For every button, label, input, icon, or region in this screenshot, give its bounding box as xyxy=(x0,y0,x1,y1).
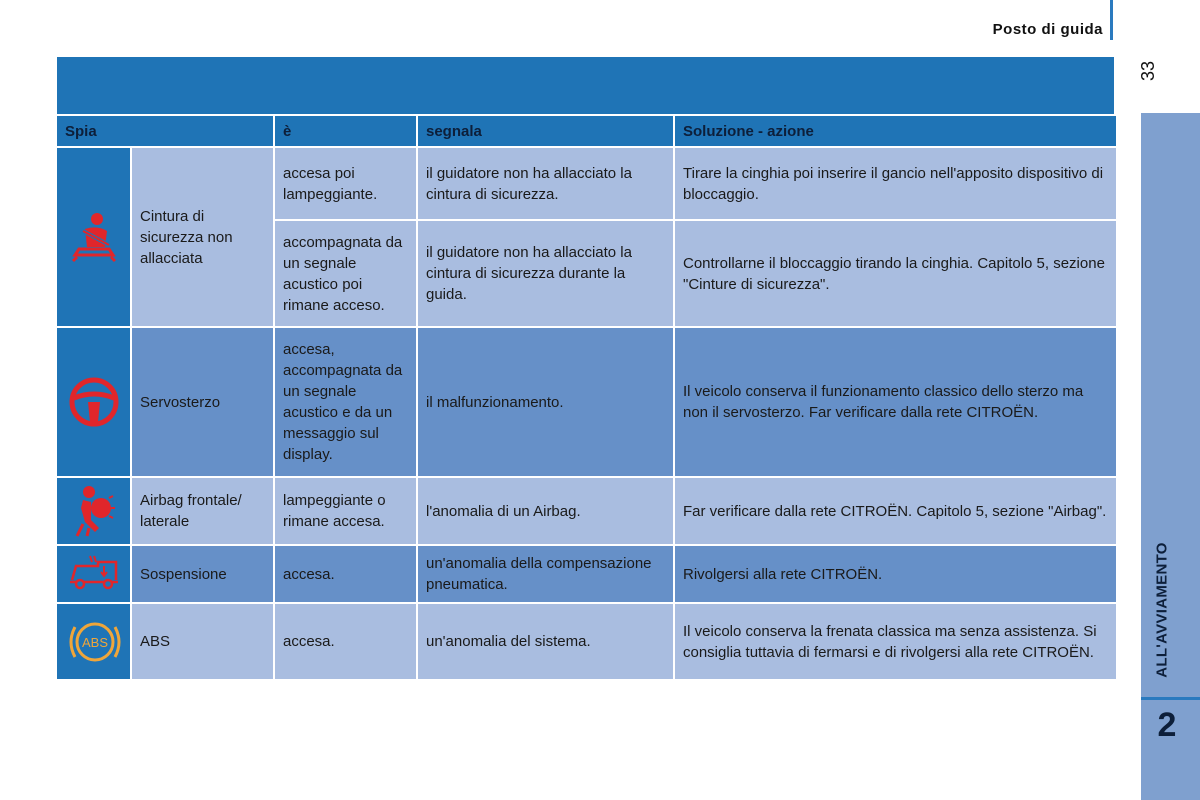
abs-icon-text: ABS xyxy=(81,634,109,650)
light-signal: il guidatore non ha allacciato la cintura di sicurezza. xyxy=(418,148,673,219)
light-state: accesa. xyxy=(275,604,416,679)
table-header-row xyxy=(57,116,1116,146)
light-signal: il malfunzionamento. xyxy=(418,328,673,476)
warning-lights-table xyxy=(55,114,1118,681)
light-action: Far verificare dalla rete CITROËN. Capitolo 5, sezione "Airbag". xyxy=(675,478,1116,544)
chapter-rule xyxy=(1141,697,1200,700)
suspension-icon xyxy=(66,554,122,594)
light-action: Tirare la cinghia poi inserire il gancio nell'apposito dispositivo di bloccaggio. xyxy=(675,148,1116,219)
light-name: Servosterzo xyxy=(132,328,273,476)
seatbelt-warning-icon xyxy=(69,211,119,263)
icon-cell xyxy=(57,546,130,602)
icon-cell xyxy=(57,478,130,544)
airbag-icon xyxy=(69,484,119,538)
page-number: 33 xyxy=(1138,60,1158,82)
abs-icon xyxy=(65,617,125,667)
chapter-number: 2 xyxy=(1157,706,1177,744)
light-signal: il guidatore non ha allacciato la cintura di sicurezza durante la guida. xyxy=(418,221,673,326)
light-name: Sospensione xyxy=(132,546,273,602)
header-signal: segnala xyxy=(418,116,673,146)
icon-cell xyxy=(57,328,130,476)
header-action: Soluzione - azione xyxy=(675,116,1116,146)
table-row xyxy=(57,148,1116,219)
header-band xyxy=(57,57,1114,114)
light-action: Il veicolo conserva la frenata classica ma senza assistenza. Si consiglia tuttavia di fermarsi e di rivolgersi alla rete CITROËN. xyxy=(675,604,1116,679)
light-signal: un'anomalia del sistema. xyxy=(418,604,673,679)
icon-cell xyxy=(57,148,130,326)
table-row xyxy=(57,478,1116,544)
light-name: Airbag frontale/ laterale xyxy=(132,478,273,544)
steering-wheel-icon xyxy=(68,376,120,428)
table-row xyxy=(57,328,1116,476)
title-rule xyxy=(1110,0,1113,40)
header-state: è xyxy=(275,116,416,146)
light-action: Rivolgersi alla rete CITROËN. xyxy=(675,546,1116,602)
light-name: Cintura di sicurezza non allacciata xyxy=(132,148,273,326)
chapter-label-text: ALL'AVVIAMENTO xyxy=(1153,542,1171,678)
light-action: Il veicolo conserva il funzionamento classico dello sterzo ma non il servosterzo. Far verificare dalla rete CITROËN. xyxy=(675,328,1116,476)
header-spia: Spia xyxy=(57,116,273,146)
chapter-label xyxy=(1142,530,1182,690)
light-signal: un'anomalia della compensazione pneumatica. xyxy=(418,546,673,602)
light-state: accesa. xyxy=(275,546,416,602)
section-title: Posto di guida xyxy=(992,21,1103,38)
table-row xyxy=(57,604,1116,679)
light-name: ABS xyxy=(132,604,273,679)
table-row xyxy=(57,546,1116,602)
icon-cell xyxy=(57,604,130,679)
light-state: accesa poi lampeggiante. xyxy=(275,148,416,219)
light-signal: l'anomalia di un Airbag. xyxy=(418,478,673,544)
light-state: accesa, accompagnata da un segnale acustico e da un messaggio sul display. xyxy=(275,328,416,476)
light-state: accompagnata da un segnale acustico poi rimane acceso. xyxy=(275,221,416,326)
light-state: lampeggiante o rimane accesa. xyxy=(275,478,416,544)
light-action: Controllarne il bloccaggio tirando la cinghia. Capitolo 5, sezione "Cinture di sicurezza". xyxy=(675,221,1116,326)
